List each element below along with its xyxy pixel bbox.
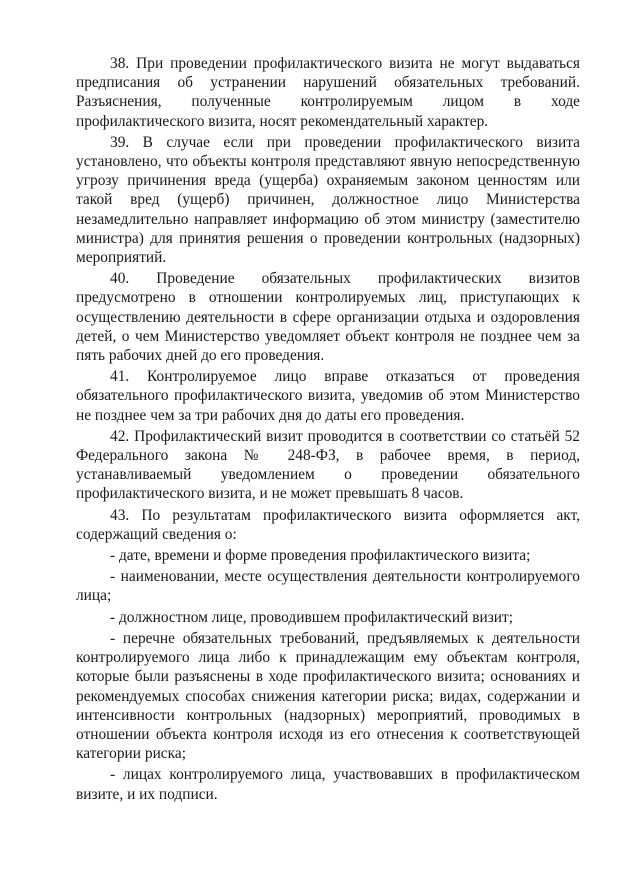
list-item-persons: - лицах контролируемого лица, участвовавших в профилактическом визите, и их подписи.	[76, 766, 580, 803]
paragraph-40: 40. Проведение обязательных профилактических визитов предусмотрено в отношении контролируемых лиц, приступающих к осуществлению деятельности в сфере организации отдыха и оздоровления детей, о чем Министерство уведомляет объект контроля не позднее чем за пять рабочих дней до его проведения.	[76, 270, 580, 365]
list-item-name-place: - наименовании, месте осуществления деятельности контролируемого лица;	[76, 568, 580, 605]
paragraph-39: 39. В случае если при проведении профилактического визита установлено, что объекты контроля представляют явную непосредственную угрозу причинения вреда (ущерба) охраняемым законом ценностям или такой вред (ущерб) причинен, должностное лицо Министерства незамедлительно направляет информацию об этом министру (заместителю министра) для принятия решения о проведении контрольных (надзорных) мероприятий.	[76, 133, 580, 267]
paragraph-43: 43. По результатам профилактического визита оформляется акт, содержащий сведения о:	[76, 506, 580, 543]
paragraph-42: 42. Профилактический визит проводится в соответствии со статьёй 52 Федерального закона № 248-ФЗ, в рабочее время, в период, устанавливаемый уведомлением о проведении обязательного профилактического визита, и не может превышать 8 часов.	[76, 427, 580, 503]
paragraph-41: 41. Контролируемое лицо вправе отказаться от проведения обязательного профилактического визита, уведомив об этом Министерство не позднее чем за три рабочих дня до даты его проведения.	[76, 368, 580, 424]
document-body	[76, 54, 580, 804]
list-item-date: - дате, времени и форме проведения профилактического визита;	[110, 547, 531, 565]
list-item-requirements: - перечне обязательных требований, предъявляемых к деятельности контролируемого лица либо к принадлежащим ему объектам контроля, которые были разъяснены в ходе профилактического визита; основаниях и рекомендуемых способах снижения категории риска; видах, содержании и интенсивности контрольных (надзорных) мероприятий, проводимых в отношении объекта контроля исходя из его отнесения к соответствующей категории риска;	[76, 629, 580, 763]
paragraph-38: 38. При проведении профилактического визита не могут выдаваться предписания об устранении нарушений обязательных требований. Разъяснения, полученные контролируемым лицом в ходе профилактического визита, носят рекомендательный характер.	[76, 55, 580, 130]
list-item-official: - должностном лице, проводившем профилактический визит;	[110, 608, 514, 626]
